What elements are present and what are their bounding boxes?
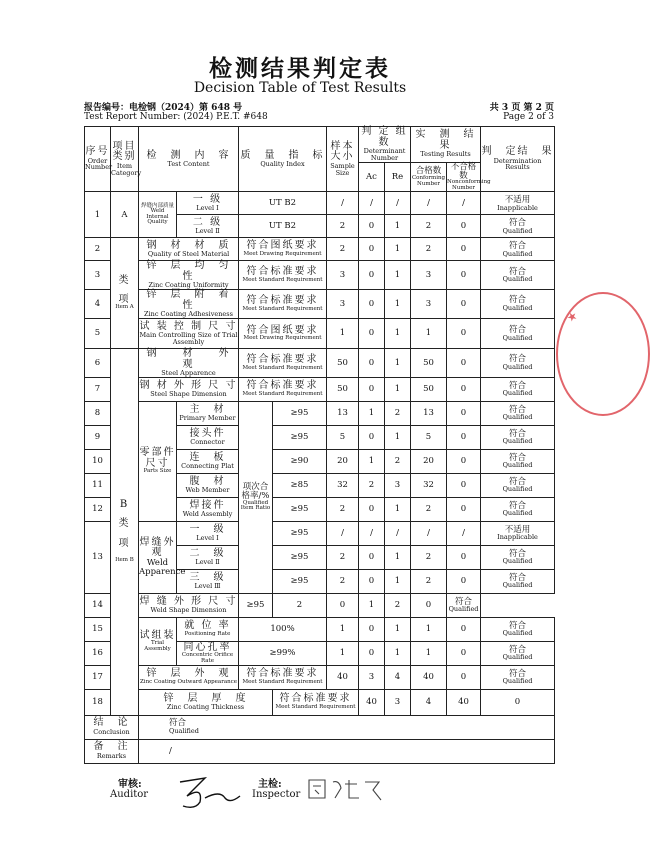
auditor-label-en: Auditor: [110, 789, 149, 800]
header-results: 判 定结 果 Determination Results: [481, 127, 555, 192]
page-count: 共 3 页 第 2 页: [489, 103, 554, 113]
table-row: 三 级 Level Ⅲ ≥95 2 0 1 2 0 符合 Qualified: [85, 569, 555, 593]
inspector-label-en: Inspector: [252, 789, 301, 800]
auditor-label: 审核:: [118, 779, 142, 790]
table-row: 二 级 Level Ⅱ ≥95 2 0 1 2 0 符合 Qualified: [85, 545, 555, 569]
header-item: 项目类别 Item Category: [111, 127, 139, 192]
table-row: 5 试 装 控 制 尺 寸 Main Controlling Size of Trial Assembly 符合图纸要求 Meet Drawing Requirement 1 0 1 1 0 符合 Qualified: [85, 319, 555, 349]
table-row: 13 焊缝外观 Weld Apparence 一 级 Level Ⅰ ≥95 / / / / / 不适用 Inapplicable: [85, 521, 555, 545]
page-title: 检测结果判定表: [209, 55, 391, 82]
table-row: 2 类 项 Item A 钢 材 材 质 Quality of Steel Material 符合图纸要求 Meet Drawing Requirement 2 0 1 2 0 符合 Qualified: [85, 238, 555, 261]
pass-rate: 项次合格率/% Qualified Item Ratio: [239, 401, 273, 593]
inspector-label: 主检:: [258, 779, 282, 790]
table-row: 4 锌 层 附 着 性 Zinc Coating Adhesiveness 符合标准要求 Meet Standard Requirement 3 0 1 3 0 符合 Qualified: [85, 290, 555, 319]
header-seq: 序号 Order Number: [85, 127, 111, 192]
header-nonconforming: 不合格数 Nonconforming Number: [447, 161, 491, 191]
table-row: 11 腹 材 Web Member ≥85 32 2 3 32 0 符合 Qualified: [85, 473, 555, 497]
table-row: 15 试组装 Trial Assembly 就 位 率 Positioning Rate 100% 1 0 1 1 0 符合 Qualified: [85, 617, 555, 641]
header-determinant: 判 定 组 数 Determinant Number: [359, 127, 411, 163]
decision-table: [84, 126, 555, 764]
table-row: 8 零部件尺寸 Parts Size 主 材 Primary Member 项次合格率/% Qualified Item Ratio ≥95 13 1 2 13 0 符合 Qualified: [85, 401, 555, 425]
weld-appearance: 焊缝外观 Weld Apparence: [139, 521, 177, 593]
table-row: 16 同心孔率 Concentric Orifice Rate ≥99% 1 0 1 1 0 符合 Qualified: [85, 641, 555, 665]
header-ac: Ac: [359, 162, 385, 192]
page-subtitle: Decision Table of Test Results: [193, 80, 407, 96]
table-row: 17 锌 层 外 观 Zinc Coating Outward Appearance 符合标准要求 Meet Standard Requirement 40 3 4 40 0 符合 Qualified: [85, 665, 555, 689]
table-row: 14 焊 缝 外 形 尺 寸 Weld Shape Dimension ≥95 2 0 1 2 0 符合 Qualified: [85, 593, 555, 617]
table-row: 12 焊接件 Weld Assembly ≥95 2 0 1 2 0 符合 Qualified: [85, 497, 555, 521]
table-row: 9 接头件 Connector ≥95 5 0 1 5 0 符合 Qualified: [85, 425, 555, 449]
parts-size: 零部件尺寸 Parts Size: [139, 401, 177, 521]
conclusion-row: 结 论 Conclusion 符合 Qualified: [85, 715, 555, 739]
table-row: 3 锌 层 均 匀 性 Zinc Coating Uniformity 符合标准要求 Meet Standard Requirement 3 0 1 3 0 符合 Qualified: [85, 261, 555, 290]
official-stamp: ★: [556, 292, 650, 416]
header-sample: 样本大小 Sample Size: [327, 127, 359, 192]
report-number: 报告编号：电检钢（2024）第 648 号: [84, 103, 243, 113]
category-b: B 类 项 Item B: [111, 349, 139, 715]
report-number-en: Test Report Number: (2024) P.E.T. #648: [84, 112, 268, 122]
header-quality: 质 量 指 标 Quality Index: [239, 127, 327, 192]
category-a-letter: A: [111, 192, 139, 238]
table-row: 18 锌 层 厚 度 Zinc Coating Thickness 符合标准要求 Meet Standard Requirement 40 3 4 40 0: [85, 689, 555, 715]
header-conforming: 合格数 Conforming Number: [411, 162, 447, 192]
table-row: 7 钢 材 外 形 尺 寸 Steel Shape Dimension 符合标准要求 Meet Standard Requirement 50 0 1 50 0 符合 Qualified: [85, 377, 555, 401]
table-row: 6 B 类 项 Item B 钢 材 外 观 Steel Apparence 符合标准要求 Meet Standard Requirement 50 0 1 50 0 符合 Qualified: [85, 349, 555, 378]
table-row: 二 级 Level Ⅱ UT B2 2 0 1 2 0 符合 Qualified: [85, 215, 555, 238]
header-testing: 实 测 结 果 Testing Results: [411, 127, 481, 163]
auditor-signature: [175, 772, 245, 812]
inspector-signature: [305, 776, 385, 804]
header-re: Re: [385, 162, 411, 192]
category-a: 类 项 Item A: [111, 238, 139, 349]
weld-internal: 焊缝内部质量 Weld Internal Quality: [139, 192, 177, 238]
trial-assembly: 试组装 Trial Assembly: [139, 617, 177, 665]
page-count-en: Page 2 of 3: [503, 112, 554, 122]
header-content: 检 测 内 容 Test Content: [139, 127, 239, 192]
remarks-row: 备 注 Remarks /: [85, 739, 555, 763]
table-row: 1 A 焊缝内部质量 Weld Internal Quality 一 级 Level Ⅰ UT B2 / / / / / 不适用 Inapplicable: [85, 192, 555, 215]
table-row: 10 连 板 Connecting Plat ≥90 20 1 2 20 0 符合 Qualified: [85, 449, 555, 473]
